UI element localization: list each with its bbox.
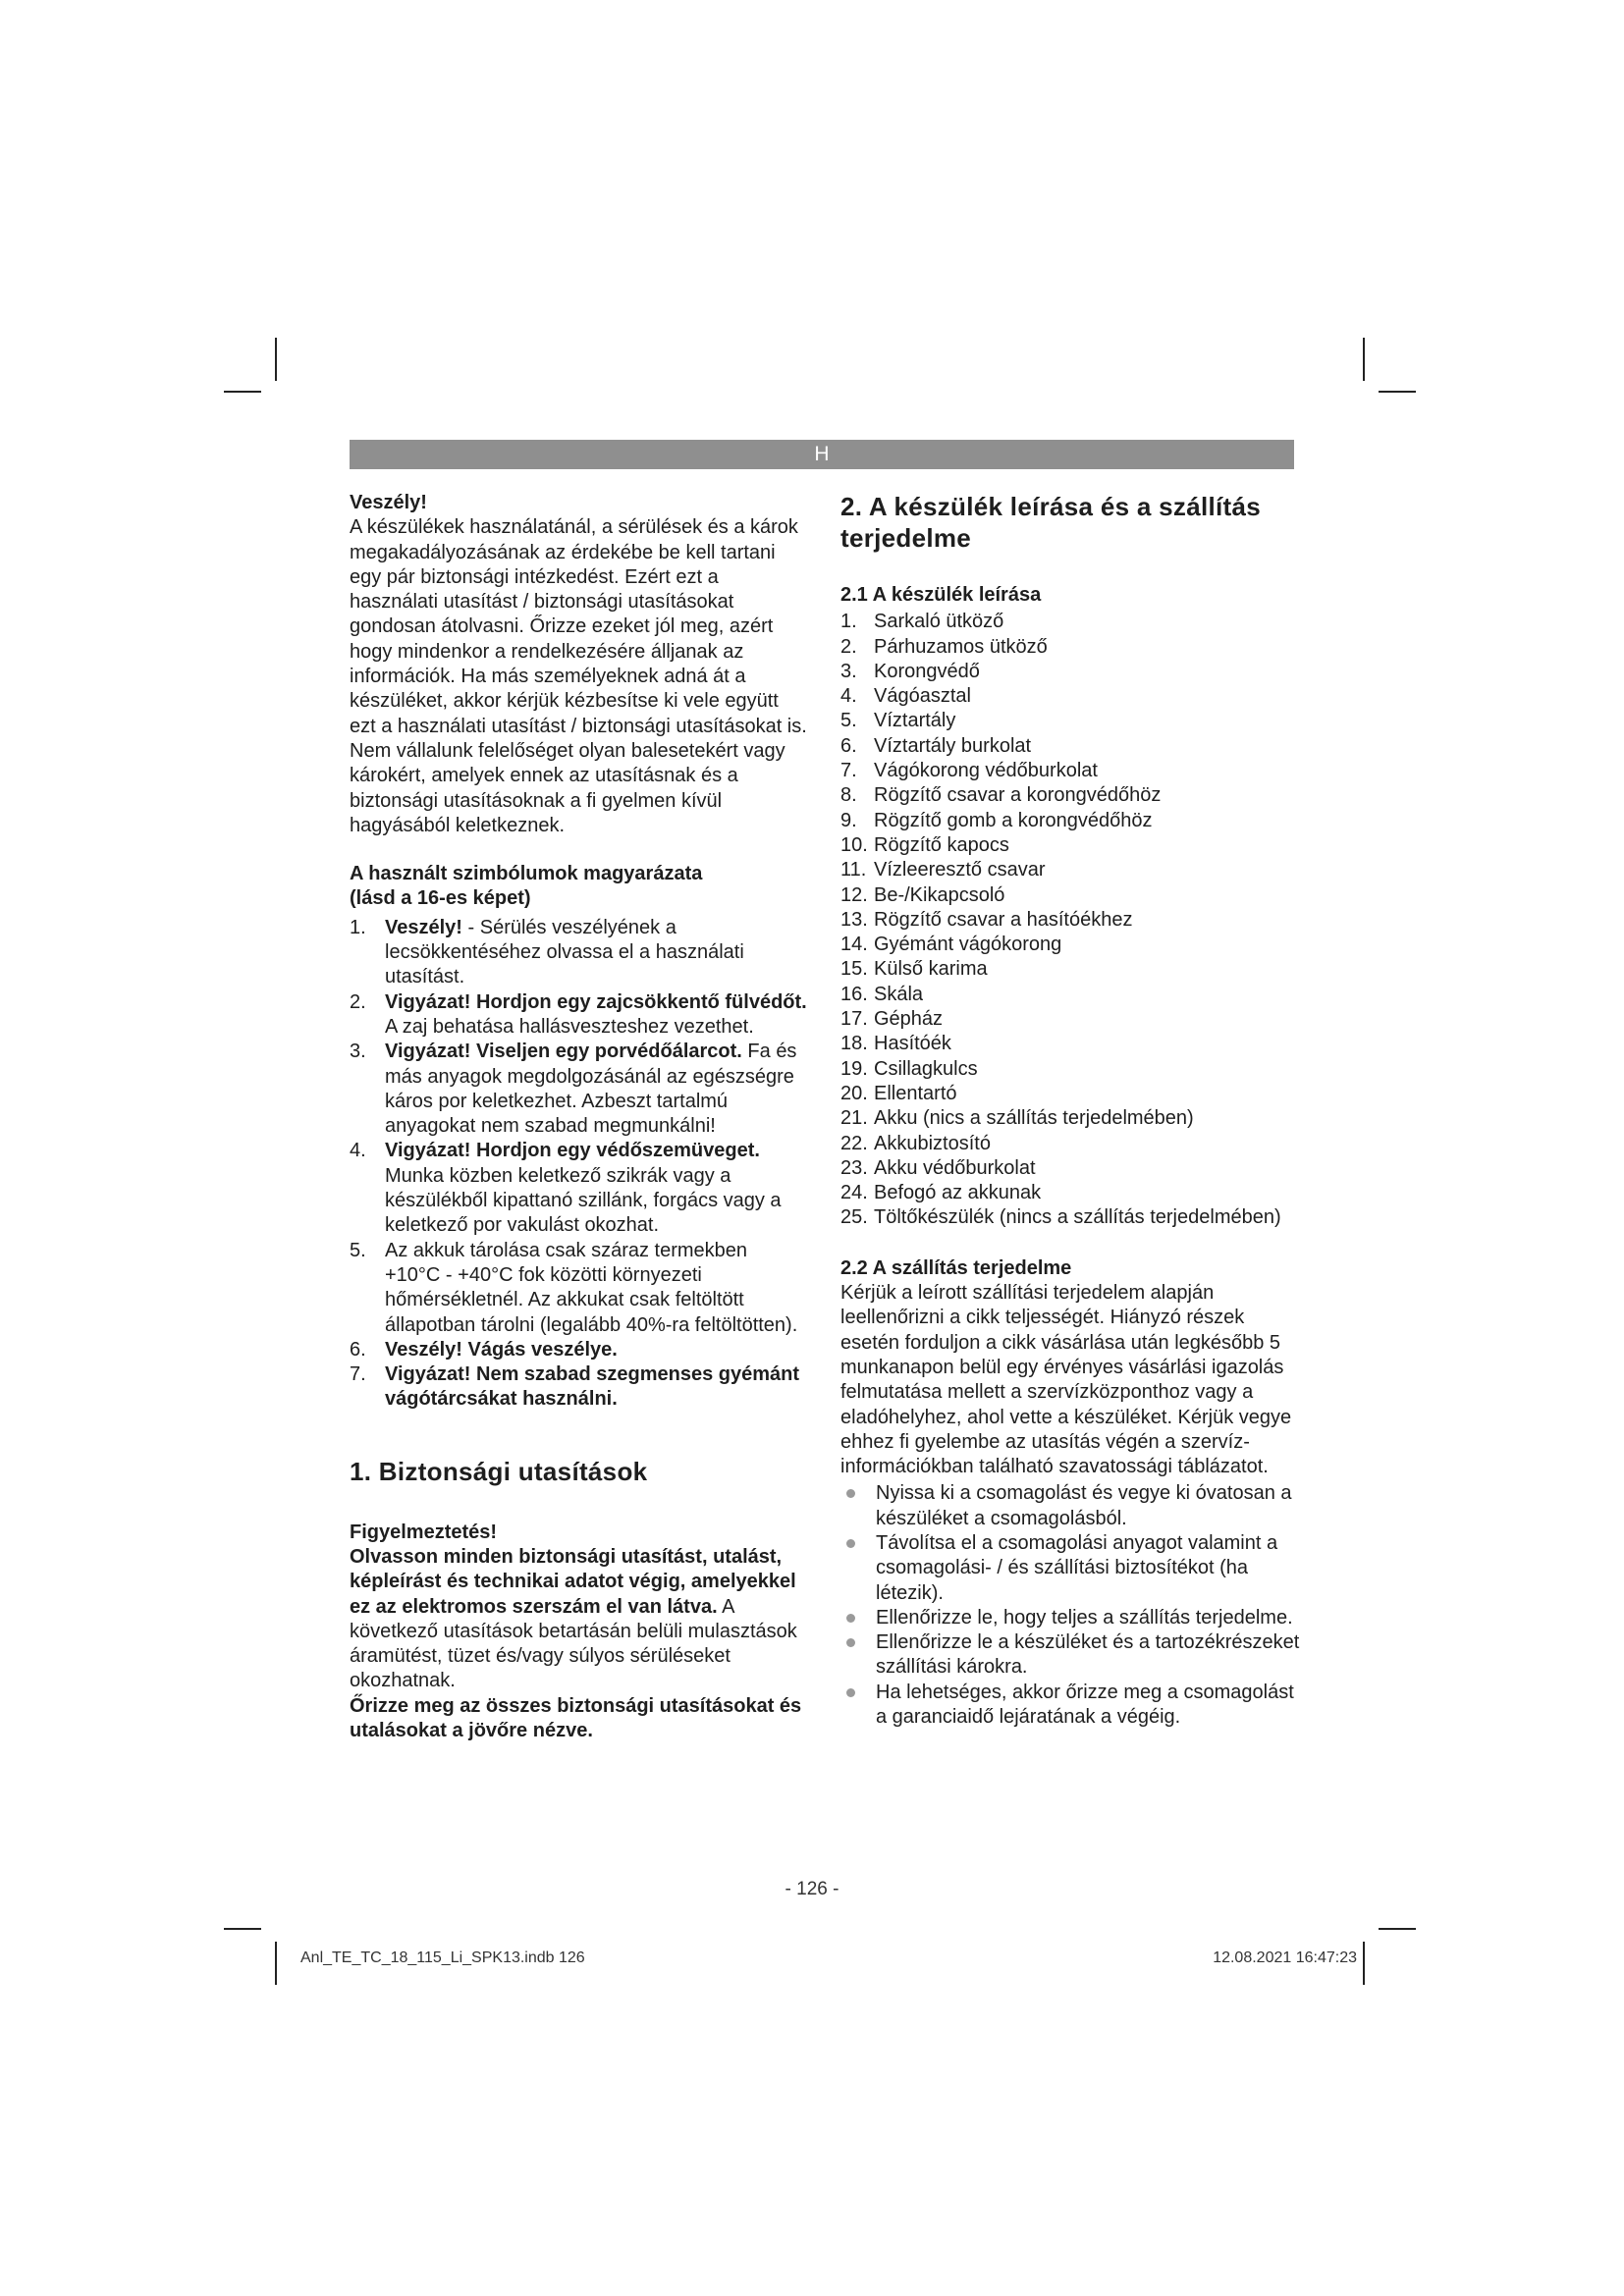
symbol-item: 2. Vigyázat! Hordjon egy zajcsökkentő fülvédőt. A zaj behatása hallásveszteshez vezethet. bbox=[350, 990, 807, 1038]
part-item: 20. Ellentartó bbox=[840, 1082, 957, 1104]
bullet-dot-icon bbox=[846, 1638, 855, 1647]
bullet-dot-icon bbox=[846, 1539, 855, 1548]
footer-filename: Anl_TE_TC_18_115_Li_SPK13.indb 126 bbox=[300, 1949, 585, 1966]
symbol-item: 1. Veszély! - Sérülés veszélyének a lecsökkentéséhez olvassa el a használati utasítást. bbox=[350, 916, 744, 988]
part-item: 1. Sarkaló ütköző bbox=[840, 611, 1004, 633]
bullet-dot-icon bbox=[846, 1489, 855, 1498]
delivery-text: Kérjük a leírott szállítási terjedelem alapján leellenőrizni a cikk teljességét. Hiányzó részek esetén forduljon a cikk vásárlása után legkésőbb 5 munkanapon belül egy érvényes vásárlási igazolás felmutatása mellett a szervízközponthoz vagy a eladóhelyhez, ahol vette a készüléket. Kérjük vegye ehhez fi gyelembe az utasítás végén a szervíz-információkban található szavatossági táblázatot. bbox=[840, 1282, 1292, 1478]
danger-heading: Veszély! bbox=[350, 492, 427, 513]
keep-instructions-text: Őrizze meg az összes biztonsági utasításokat és utalásokat a jövőre nézve. bbox=[350, 1694, 802, 1742]
bullet-item: Nyissa ki a csomagolást és vegye ki óvatosan a készüléket a csomagolásból. bbox=[840, 1481, 1300, 1531]
part-item: 12. Be-/Kikapcsoló bbox=[840, 883, 1005, 906]
symbol-item: 6. Veszély! Vágás veszélye. bbox=[350, 1338, 618, 1361]
page-number: - 126 - bbox=[785, 1879, 839, 1899]
part-item: 9. Rögzítő gomb a korongvédőhöz bbox=[840, 809, 1153, 831]
symbol-item: 5. Az akkuk tárolása csak száraz termekben +10°C - +40°C fok közötti környezeti hőmérsékletnél. Az akkukat csak feltöltött állapotban tárolni (legalább 40%-ra feltöltötten). bbox=[350, 1239, 798, 1336]
part-item: 4. Vágóasztal bbox=[840, 685, 971, 708]
part-item: 11. Vízleeresztő csavar bbox=[840, 859, 1046, 881]
footer-timestamp: 12.08.2021 16:47:23 bbox=[1213, 1949, 1357, 1966]
crop-mark bbox=[275, 338, 277, 381]
part-item: 7. Vágókorong védőburkolat bbox=[840, 760, 1098, 782]
symbol-item: 7. Vigyázat! Nem szabad szegmenses gyémánt vágótárcsákat használni. bbox=[350, 1363, 800, 1411]
part-item: 25. Töltőkészülék (nincs a szállítás terjedelmében) bbox=[840, 1206, 1281, 1229]
part-item: 15. Külső karima bbox=[840, 958, 988, 981]
part-item: 2. Párhuzamos ütköző bbox=[840, 635, 1048, 658]
crop-mark bbox=[1363, 1942, 1365, 1985]
part-item: 18. Hasítóék bbox=[840, 1033, 951, 1055]
language-header-bar bbox=[350, 440, 1294, 469]
delivery-heading: 2.2 A szállítás terjedelme bbox=[840, 1256, 1072, 1279]
bullet-dot-icon bbox=[846, 1614, 855, 1623]
warning-text: Olvasson minden biztonsági utasítást, utalást, képleírást és technikai adatot végig, amelyekkel ez az elektromos szerszám el van látva. A következő utasítások betartásán belüli mulasztások áramütést, tüzet és/vagy súlyos sérüléseket okozhatnak. bbox=[350, 1545, 797, 1692]
symbols-list bbox=[350, 916, 807, 1413]
part-item: 6. Víztartály burkolat bbox=[840, 734, 1032, 757]
bullet-item: Távolítsa el a csomagolási anyagot valamint a csomagolási- / és szállítási biztosítékot (ha létezik). bbox=[840, 1531, 1300, 1606]
warning-heading: Figyelmeztetés! bbox=[350, 1521, 498, 1543]
parts-list bbox=[840, 610, 1300, 1230]
crop-mark bbox=[224, 391, 261, 393]
symbol-item: 4. Vigyázat! Hordjon egy védőszemüveget. Munka közben keletkező szikrák vagy a készülékből kipattanó szillánk, forgács vagy a keletkező por vakulást okozhat. bbox=[350, 1140, 782, 1237]
description-heading: 2.1 A készülék leírása bbox=[840, 584, 1042, 606]
part-item: 5. Víztartály bbox=[840, 710, 956, 732]
part-item: 10. Rögzítő kapocs bbox=[840, 833, 1009, 856]
section-heading: 2. A készülék leírása és a szállítás terjedelme bbox=[840, 492, 1262, 553]
part-item: 3. Korongvédő bbox=[840, 660, 980, 682]
danger-text: A készülékek használatánál, a sérülések és a károk megakadályozásának az érdekébe be kell tartani egy pár biztonsági intézkedést. Ezért ezt a használati utasítást / biztonsági utasításokat gondosan átolvasni. Őrizze ezeket jól meg, azért hogy mindenkor a rendelkezésére álljanak az információk. Ha más személyeknek adná át a készüléket, akkor kérjük kézbesítse ki vele együtt ezt a használati utasítást / biztonsági utasításokat is. Nem vállalunk felelőséget olyan balesetekért vagy károkért, amelyek ennek az utasításnak és a biztonsági utasításoknak a fi gyelmen kívül hagyásából keletkeznek. bbox=[350, 516, 807, 836]
crop-mark bbox=[275, 1942, 277, 1985]
part-item: 13. Rögzítő csavar a hasítóékhez bbox=[840, 908, 1133, 931]
part-item: 19. Csillagkulcs bbox=[840, 1057, 978, 1080]
part-item: 17. Gépház bbox=[840, 1008, 944, 1031]
crop-mark bbox=[1363, 338, 1365, 381]
part-item: 22. Akkubiztosító bbox=[840, 1132, 991, 1154]
part-item: 14. Gyémánt vágókorong bbox=[840, 934, 1062, 956]
bullet-dot-icon bbox=[846, 1688, 855, 1697]
crop-mark bbox=[1379, 1928, 1416, 1930]
symbols-heading-line1: A használt szimbólumok magyarázata bbox=[350, 863, 703, 885]
symbol-item: 3. Vigyázat! Viseljen egy porvédőálarcot. Fa és más anyagok megdolgozásánál az egészségre káros por keletkezhet. Azbeszt tartalmú anyagokat nem szabad megmunkálni! bbox=[350, 1041, 797, 1138]
safety-heading: 1. Biztonsági utasítások bbox=[350, 1456, 648, 1486]
language-code: H bbox=[814, 443, 830, 465]
left-column bbox=[350, 491, 807, 1743]
part-item: 16. Skála bbox=[840, 983, 924, 1005]
right-column bbox=[840, 491, 1300, 1730]
bullet-item: Ellenőrizze le a készüléket és a tartozékrészeket szállítási károkra. bbox=[840, 1630, 1300, 1681]
crop-mark bbox=[1379, 391, 1416, 393]
symbols-heading-line2: (lásd a 16-es képet) bbox=[350, 887, 531, 910]
crop-mark bbox=[224, 1928, 261, 1930]
bullet-item: Ha lehetséges, akkor őrizze meg a csomagolást a garanciaidő lejáratának a végéig. bbox=[840, 1681, 1300, 1731]
part-item: 24. Befogó az akkunak bbox=[840, 1182, 1042, 1204]
part-item: 23. Akku védőburkolat bbox=[840, 1156, 1036, 1179]
delivery-bullets bbox=[840, 1481, 1300, 1730]
part-item: 21. Akku (nics a szállítás terjedelmében) bbox=[840, 1107, 1194, 1130]
bullet-item: Ellenőrizze le, hogy teljes a szállítás terjedelme. bbox=[840, 1606, 1300, 1630]
part-item: 8. Rögzítő csavar a korongvédőhöz bbox=[840, 784, 1162, 807]
